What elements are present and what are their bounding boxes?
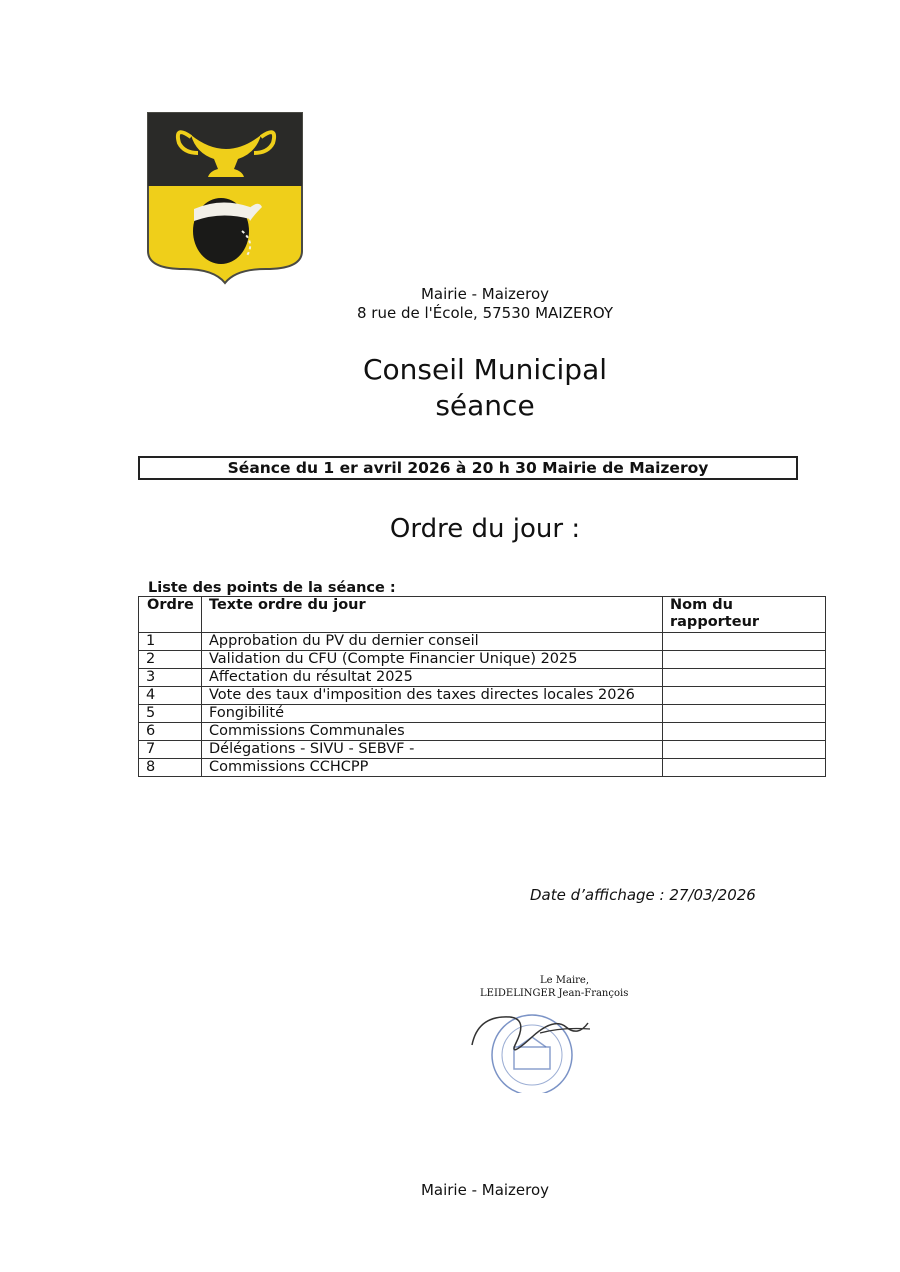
row-text: Fongibilité xyxy=(202,705,663,723)
mairie-stamp-icon xyxy=(470,993,600,1097)
agenda-table xyxy=(138,596,826,777)
header-rapporteur-line1: Nom du xyxy=(670,597,733,613)
row-order: 2 xyxy=(139,651,202,669)
table-row xyxy=(139,669,826,687)
table-row xyxy=(139,651,826,669)
row-order: 1 xyxy=(139,633,202,651)
row-order: 3 xyxy=(139,669,202,687)
seance-banner: Séance du 1 er avril 2026 à 20 h 30 Mairie de Maizeroy xyxy=(138,456,798,480)
row-text: Commissions CCHCPP xyxy=(202,759,663,777)
footer: Mairie - Maizeroy xyxy=(420,1181,550,1199)
signature-block xyxy=(470,975,630,1095)
row-text: Vote des taux d'imposition des taxes directes locales 2026 xyxy=(202,687,663,705)
row-order: 4 xyxy=(139,687,202,705)
row-order: 6 xyxy=(139,723,202,741)
signature-title: Le Maire, xyxy=(540,975,590,986)
row-order: 8 xyxy=(139,759,202,777)
table-row xyxy=(139,687,826,705)
row-rapporteur xyxy=(663,651,826,669)
row-rapporteur xyxy=(663,723,826,741)
signature-name: LEIDELINGER Jean-François xyxy=(480,988,629,999)
table-row xyxy=(139,705,826,723)
row-text: Délégations - SIVU - SEBVF - xyxy=(202,741,663,759)
page-subtitle: séance xyxy=(435,389,535,422)
row-rapporteur xyxy=(663,669,826,687)
row-rapporteur xyxy=(663,687,826,705)
date-affichage: Date d’affichage : 27/03/2026 xyxy=(530,886,756,904)
header-rapporteur xyxy=(663,597,826,633)
header-rapporteur-line2: rapporteur xyxy=(670,614,760,630)
row-order: 7 xyxy=(139,741,202,759)
table-row xyxy=(139,741,826,759)
table-row xyxy=(139,759,826,777)
mairie-address: 8 rue de l'École, 57530 MAIZEROY xyxy=(356,304,614,322)
row-text: Validation du CFU (Compte Financier Unique) 2025 xyxy=(202,651,663,669)
table-header-row xyxy=(139,597,826,633)
row-text: Commissions Communales xyxy=(202,723,663,741)
page-title: Conseil Municipal xyxy=(362,353,607,386)
row-text: Affectation du résultat 2025 xyxy=(202,669,663,687)
row-rapporteur xyxy=(663,741,826,759)
row-rapporteur xyxy=(663,705,826,723)
coat-of-arms-icon xyxy=(146,111,304,285)
row-order: 5 xyxy=(139,705,202,723)
header-text: Texte ordre du jour xyxy=(202,597,663,633)
row-rapporteur xyxy=(663,759,826,777)
row-rapporteur xyxy=(663,633,826,651)
table-row xyxy=(139,633,826,651)
table-row xyxy=(139,723,826,741)
header-order: Ordre xyxy=(139,597,202,633)
list-title: Liste des points de la séance : xyxy=(148,580,396,596)
mairie-name: Mairie - Maizeroy xyxy=(420,285,550,303)
row-text: Approbation du PV du dernier conseil xyxy=(202,633,663,651)
agenda-heading: Ordre du jour : xyxy=(389,514,581,544)
